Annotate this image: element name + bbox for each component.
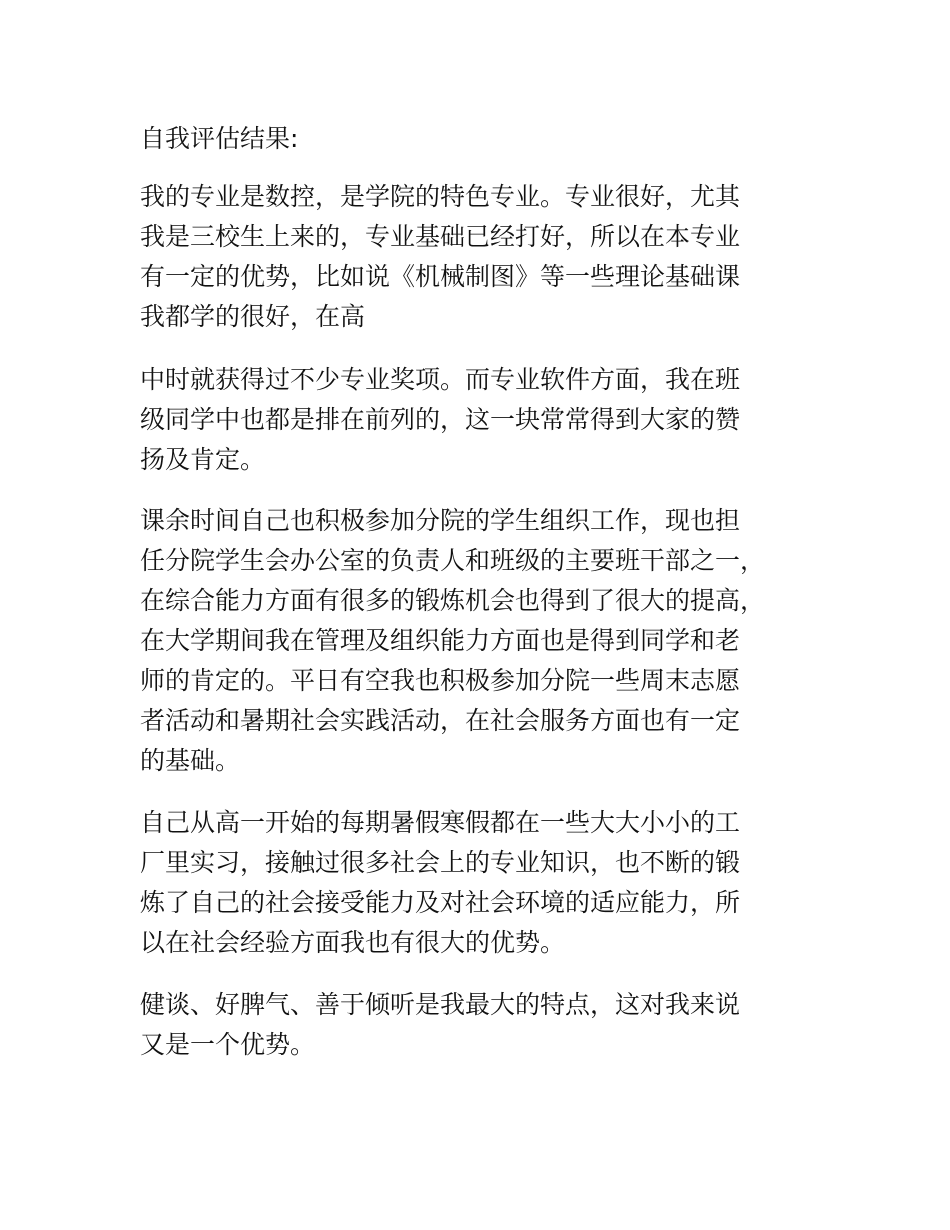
paragraph-line: 者活动和暑期社会实践活动，在社会服务方面也有一定 xyxy=(140,706,741,735)
paragraph-activities xyxy=(140,501,830,781)
paragraph-line: 任分院学生会办公室的负责人和班级的主要班干部之一， xyxy=(140,546,766,575)
paragraph-line: 在大学期间我在管理及组织能力方面也是得到同学和老 xyxy=(140,626,741,655)
document-heading xyxy=(140,119,830,159)
paragraph-major xyxy=(140,177,830,337)
paragraph-awards xyxy=(140,360,830,480)
paragraph-line: 师的肯定的。平日有空我也积极参加分院一些周末志愿 xyxy=(140,666,741,695)
paragraph-line: 炼了自己的社会接受能力及对社会环境的适应能力，所 xyxy=(140,888,741,917)
paragraph-line: 以在社会经验方面我也有很大的优势。 xyxy=(140,928,566,957)
paragraph-personality xyxy=(140,985,830,1065)
paragraph-internship xyxy=(140,803,830,963)
paragraph-line: 的基础。 xyxy=(140,746,241,775)
paragraph-line: 健谈、好脾气、善于倾听是我最大的特点，这对我来说 xyxy=(140,990,741,1019)
paragraph-line: 自己从高一开始的每期暑假寒假都在一些大大小小的工 xyxy=(140,808,741,837)
paragraph-line: 课余时间自己也积极参加分院的学生组织工作，现也担 xyxy=(140,506,741,535)
paragraph-line: 我是三校生上来的，专业基础已经打好，所以在本专业 xyxy=(140,222,741,251)
paragraph-line: 级同学中也都是排在前列的，这一块常常得到大家的赞 xyxy=(140,405,741,434)
paragraph-line: 又是一个优势。 xyxy=(140,1030,316,1059)
paragraph-line: 我的专业是数控，是学院的特色专业。专业很好，尤其 xyxy=(140,182,741,211)
heading-line: 自我评估结果: xyxy=(140,124,299,153)
paragraph-line: 我都学的很好，在高 xyxy=(140,302,366,331)
paragraph-line: 扬及肯定。 xyxy=(140,445,266,474)
paragraph-line: 厂里实习，接触过很多社会上的专业知识，也不断的锻 xyxy=(140,848,741,877)
paragraph-line: 在综合能力方面有很多的锻炼机会也得到了很大的提高， xyxy=(140,586,766,615)
paragraph-line: 中时就获得过不少专业奖项。而专业软件方面，我在班 xyxy=(140,365,741,394)
paragraph-line: 有一定的优势，比如说《机械制图》等一些理论基础课 xyxy=(140,262,741,291)
